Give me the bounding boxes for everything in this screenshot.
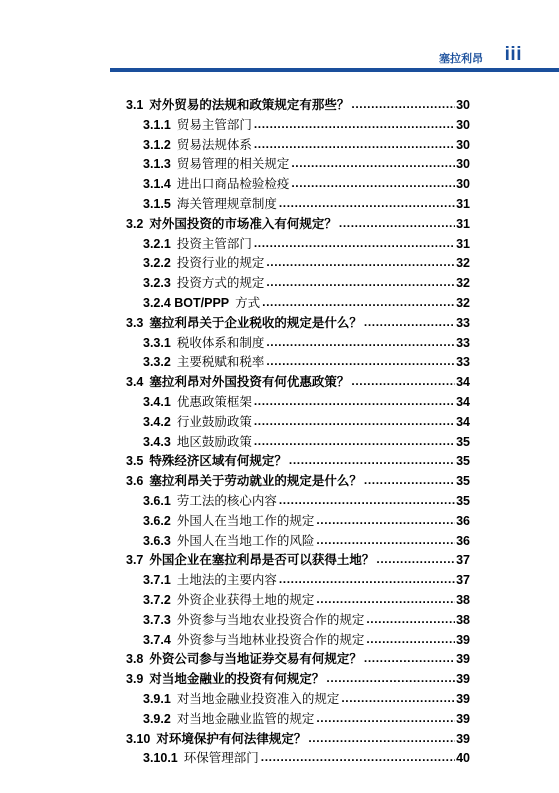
toc-entry-number: 3.2.3: [143, 276, 171, 291]
toc-entry[interactable]: [126, 449, 470, 469]
toc-leader-dots: [261, 751, 455, 763]
toc-entry-number: 3.10: [126, 731, 151, 746]
toc-leader-dots: [341, 692, 455, 704]
toc-entry-number: 3.5: [126, 454, 144, 469]
toc-leader-dots: [266, 256, 455, 268]
toc-entry-title: 行业鼓励政策: [176, 413, 252, 429]
toc-leader-dots: [316, 534, 455, 546]
toc-entry-page: 38: [456, 593, 470, 607]
toc-entry-number: 3.7.1: [143, 573, 171, 588]
toc-entry-title: 投资主管部门: [176, 235, 252, 251]
toc-entry-title: 投资行业的规定: [176, 255, 265, 271]
toc-leader-dots: [366, 633, 455, 645]
toc-entry-page: 36: [456, 533, 470, 548]
toc-entry-page: 35: [456, 494, 470, 508]
toc-entry-page: 31: [456, 197, 470, 211]
toc-entry-number: 3.6.3: [143, 533, 171, 548]
toc-entry-page: 33: [456, 335, 470, 350]
toc-entry-page: 35: [456, 474, 470, 489]
toc-entry-number: 3.10.1: [143, 751, 178, 766]
toc-entry-number: 3.2.2: [143, 256, 171, 271]
toc-entry[interactable]: [143, 509, 470, 529]
toc-entry-title: 对外国投资的市场准入有何规定？: [149, 215, 337, 231]
toc-entry[interactable]: [143, 489, 470, 509]
header-rule: [110, 68, 559, 72]
toc-entry-number: 3.7: [126, 553, 144, 568]
toc-leader-dots: [266, 276, 455, 288]
page-number: iii: [504, 44, 522, 65]
toc-entry-title: 塞拉利昂关于企业税收的规定是什么？: [149, 314, 362, 330]
toc-leader-dots: [351, 98, 455, 110]
toc-entry[interactable]: [143, 687, 470, 707]
toc-entry-number: 3.3: [126, 315, 144, 330]
toc-entry-number: 3.9.2: [143, 711, 171, 726]
toc-entry-number: 3.4.1: [143, 395, 171, 409]
toc-entry-title: 对外贸易的法规和政策规定有那些？: [149, 97, 350, 112]
toc-entry-number: 3.7.4: [143, 632, 171, 647]
toc-leader-dots: [339, 217, 455, 229]
toc-entry-title: 海关管理规章制度: [176, 196, 277, 211]
toc-entry-page: 33: [456, 315, 470, 330]
toc-entry-page: 33: [456, 355, 470, 370]
toc-leader-dots: [279, 494, 455, 506]
toc-leader-dots: [366, 613, 455, 625]
toc-entry-title: 外国企业在塞拉利昂是否可以获得土地？: [149, 552, 375, 568]
toc-leader-dots: [316, 712, 455, 724]
toc-entry-page: 34: [456, 375, 470, 390]
toc-leader-dots: [364, 474, 455, 486]
toc-entry[interactable]: [126, 311, 470, 331]
toc-entry-title: 主要税赋和税率: [176, 354, 265, 370]
toc-leader-dots: [364, 316, 455, 328]
toc-entry-title: 投资方式的规定: [176, 275, 265, 291]
toc-entry-page: 39: [456, 731, 470, 746]
toc-entry-title: 贸易管理的相关规定: [176, 156, 290, 172]
toc-entry-number: 3.6.2: [143, 513, 171, 528]
toc-entry-number: 3.6.1: [143, 494, 171, 508]
toc-leader-dots: [266, 355, 455, 367]
toc-entry-page: 30: [456, 98, 470, 112]
toc-entry-number: 3.4: [126, 375, 144, 390]
toc-entry-title: 塞拉利昂关于劳动就业的规定是什么？: [149, 473, 362, 489]
toc-entry[interactable]: [143, 430, 470, 450]
toc-leader-dots: [254, 415, 455, 427]
toc-entry[interactable]: [143, 192, 470, 212]
toc-entry-page: 32: [456, 296, 470, 310]
toc-entry[interactable]: [126, 667, 470, 687]
toc-entry-title: 方式: [235, 295, 261, 310]
toc-entry-page: 32: [456, 256, 470, 271]
toc-entry-number: 3.2.4 BOT/PPP: [143, 296, 230, 310]
toc-entry-title: 劳工法的核心内容: [176, 493, 277, 508]
toc-entry[interactable]: [143, 331, 470, 351]
toc-entry[interactable]: [143, 271, 470, 291]
toc-entry-title: 对当地金融业投资准入的规定: [176, 691, 340, 706]
toc-entry-title: 对环境保护有何法律规定？: [156, 730, 307, 746]
toc-entry-number: 3.8: [126, 652, 144, 667]
toc-entry-page: 32: [456, 276, 470, 291]
toc-entry-number: 3.9.1: [143, 692, 171, 706]
toc-entry-page: 34: [456, 395, 470, 409]
toc-leader-dots: [262, 296, 455, 308]
toc-entry-title: 贸易法规体系: [176, 136, 252, 152]
toc-entry[interactable]: [143, 152, 470, 172]
toc-entry-page: 37: [456, 553, 470, 568]
toc-leader-dots: [291, 157, 455, 169]
toc-entry[interactable]: [143, 588, 470, 608]
toc-entry-page: 30: [456, 177, 470, 192]
toc-entry-title: 特殊经济区域有何规定？: [149, 453, 287, 469]
toc-entry-number: 3.1.5: [143, 197, 171, 211]
toc-entry-number: 3.7.2: [143, 593, 171, 607]
toc-entry-title: 税收体系和制度: [176, 334, 265, 350]
toc-entry-title: 环保管理部门: [183, 750, 259, 766]
toc-entry-page: 35: [456, 434, 470, 449]
toc-leader-dots: [254, 435, 455, 447]
toc-entry[interactable]: [126, 93, 470, 113]
toc-entry-title: 地区鼓励政策: [176, 433, 252, 449]
toc-entry-title: 塞拉利昂对外国投资有何优惠政策？: [149, 374, 350, 390]
toc-entry[interactable]: [143, 133, 470, 153]
toc-entry-page: 30: [456, 137, 470, 152]
toc-entry[interactable]: [126, 370, 470, 390]
toc-entry[interactable]: [143, 350, 470, 370]
toc-entry-number: 3.1.4: [143, 177, 171, 192]
toc-leader-dots: [364, 652, 455, 664]
toc-entry[interactable]: [143, 232, 470, 252]
toc-entry[interactable]: [143, 628, 470, 648]
toc-entry-title: 土地法的主要内容: [176, 572, 277, 588]
toc-entry[interactable]: [143, 410, 470, 430]
toc-leader-dots: [254, 118, 455, 130]
toc-leader-dots: [254, 237, 455, 249]
toc-entry[interactable]: [143, 251, 470, 271]
toc-entry-page: 39: [456, 632, 470, 647]
toc-entry-number: 3.3.1: [143, 335, 171, 350]
toc-entry-title: 外国人在当地工作的风险: [176, 532, 315, 548]
toc-entry-number: 3.6: [126, 474, 144, 489]
toc-entry-page: 38: [456, 612, 470, 627]
toc-entry-page: 39: [456, 652, 470, 667]
toc-entry[interactable]: [143, 568, 470, 588]
toc-entry-number: 3.2: [126, 216, 144, 231]
toc-leader-dots: [279, 573, 455, 585]
toc-entry[interactable]: [143, 608, 470, 628]
toc-entry-page: 30: [456, 157, 470, 172]
toc-leader-dots: [266, 336, 455, 348]
toc-entry-page: 36: [456, 513, 470, 528]
toc-entry-number: 3.1.1: [143, 117, 171, 132]
toc-entry-number: 3.9: [126, 672, 144, 687]
toc-entry[interactable]: [126, 469, 470, 489]
toc-entry-page: 30: [456, 117, 470, 132]
toc-entry-number: 3.4.2: [143, 414, 171, 429]
toc-entry-title: 对当地金融业的投资有何规定？: [149, 671, 325, 687]
toc-entry-page: 31: [456, 216, 470, 231]
toc-leader-dots: [351, 375, 455, 387]
toc-entry-page: 31: [456, 236, 470, 251]
toc-leader-dots: [254, 395, 455, 407]
toc-entry-page: 39: [456, 692, 470, 706]
toc-leader-dots: [254, 138, 455, 150]
toc-leader-dots: [291, 177, 455, 189]
toc-entry[interactable]: [143, 113, 470, 133]
toc-leader-dots: [326, 672, 455, 684]
toc-entry[interactable]: [143, 746, 470, 766]
toc-entry[interactable]: [126, 727, 470, 747]
toc-leader-dots: [376, 553, 455, 565]
toc-entry-title: 外资参与当地林业投资合作的规定: [176, 631, 365, 647]
running-header-title: 塞拉利昂: [439, 52, 483, 65]
toc-leader-dots: [316, 514, 455, 526]
toc-entry-number: 3.3.2: [143, 355, 171, 370]
toc-entry-title: 外资企业获得土地的规定: [176, 592, 315, 607]
toc-entry[interactable]: [143, 390, 470, 410]
toc-leader-dots: [289, 454, 455, 466]
toc-entry[interactable]: [126, 212, 470, 232]
toc-entry-page: 39: [456, 672, 470, 687]
toc-entry[interactable]: [143, 529, 470, 549]
toc-entry-title: 外国人在当地工作的规定: [176, 512, 315, 528]
toc-entry-title: 对当地金融业监管的规定: [176, 710, 315, 726]
toc-entry-title: 外资公司参与当地证券交易有何规定？: [149, 651, 362, 667]
toc-entry-number: 3.1.3: [143, 157, 171, 172]
toc-entry-page: 35: [456, 454, 470, 469]
toc-entry[interactable]: [143, 172, 470, 192]
toc-leader-dots: [316, 593, 455, 605]
toc-entry-number: 3.4.3: [143, 434, 171, 449]
toc-leader-dots: [308, 732, 455, 744]
toc-entry-page: 34: [456, 414, 470, 429]
toc-entry-page: 40: [456, 751, 470, 766]
toc-entry-title: 进出口商品检验检疫: [176, 176, 290, 192]
toc-entry[interactable]: [126, 548, 470, 568]
toc-entry-title: 优惠政策框架: [176, 394, 252, 409]
toc-entry[interactable]: [126, 647, 470, 667]
toc-entry-number: 3.1: [126, 98, 144, 112]
toc-entry[interactable]: [143, 707, 470, 727]
toc-entry-number: 3.7.3: [143, 612, 171, 627]
toc-entry-number: 3.1.2: [143, 137, 171, 152]
toc-entry-page: 37: [456, 573, 470, 588]
toc-entry[interactable]: [143, 291, 470, 311]
toc-entry-number: 3.2.1: [143, 236, 171, 251]
toc-entry-title: 外资参与当地农业投资合作的规定: [176, 611, 365, 627]
toc-entry-page: 39: [456, 711, 470, 726]
toc-entry-title: 贸易主管部门: [176, 116, 252, 132]
toc-leader-dots: [279, 197, 455, 209]
